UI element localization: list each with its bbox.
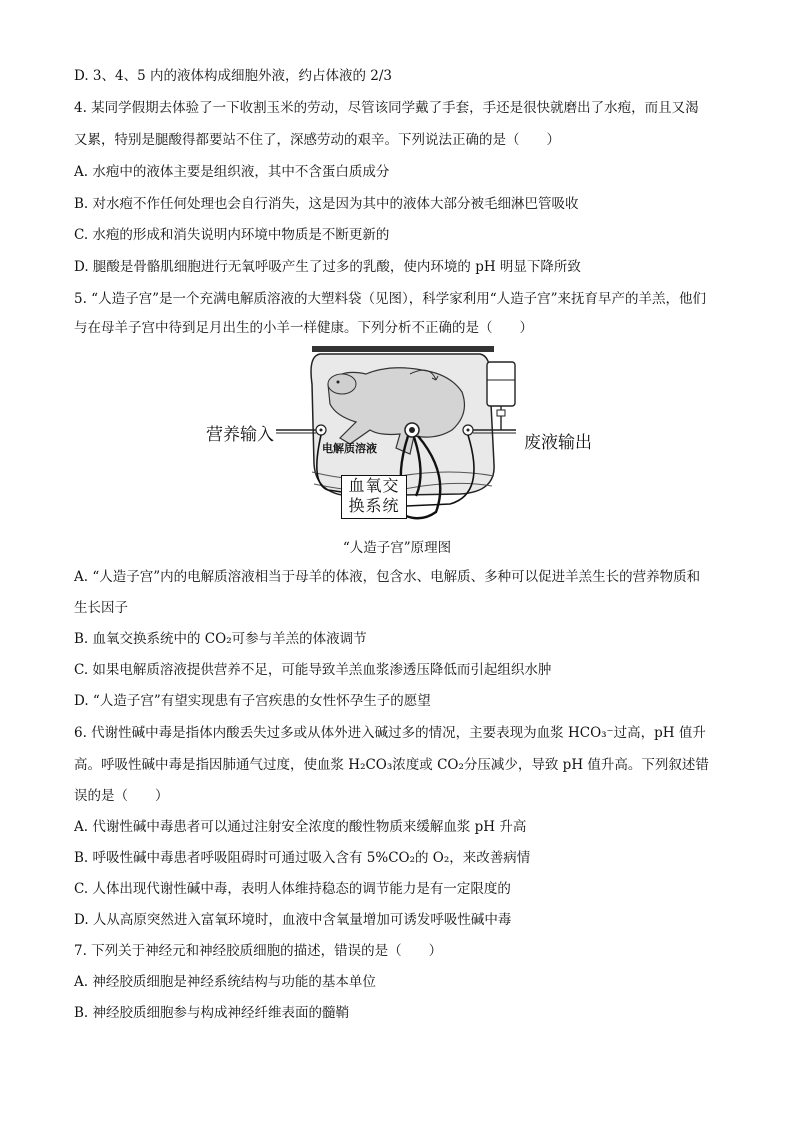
option-4a: A. 水疱中的液体主要是组织液，其中不含蛋白质成分	[74, 164, 390, 180]
figure-caption: “人造子宫”原理图	[342, 540, 452, 556]
option-7a: A. 神经胶质细胞是神经系统结构与功能的基本单位	[74, 974, 376, 990]
label-waste-output: 废液输出	[524, 433, 592, 453]
option-6d: D. 人从高原突然进入富氧环境时，血液中含氧量增加可诱发呼吸性碱中毒	[74, 912, 512, 928]
option-5b: B. 血氧交换系统中的 CO₂可参与羊羔的体液调节	[74, 631, 367, 647]
question-4-stem-cont: 又累，特别是腿酸得都要站不住了，深感劳动的艰辛。下列说法正确的是（ ）	[74, 132, 560, 148]
option-6a: A. 代谢性碱中毒患者可以通过注射安全浓度的酸性物质来缓解血浆 pH 升高	[74, 819, 527, 835]
option-6b: B. 呼吸性碱中毒患者呼吸阻碍时可通过吸入含有 5%CO₂的 O₂，来改善病情	[74, 850, 531, 866]
label-electrolyte-solution: 电解质溶液	[322, 442, 377, 455]
option-5c: C. 如果电解质溶液提供营养不足，可能导致羊羔血浆渗透压降低而引起组织水肿	[74, 662, 552, 678]
question-4-stem: 4. 某同学假期去体验了一下收割玉米的劳动，尽管该同学戴了手套，手还是很快就磨出了水疱，而且又渴	[74, 100, 699, 116]
label-nutrition-input: 营养输入	[206, 425, 274, 445]
option-5a: A. “人造子宫”内的电解质溶液相当于母羊的体液，包含水、电解质、多种可以促进羊羔生长的营养物质和	[74, 569, 701, 585]
question-6-stem-cont: 高。呼吸性碱中毒是指因肺通气过度，使血浆 H₂CO₃浓度或 CO₂分压减少，导致 pH 值升高。下列叙述错	[74, 757, 709, 773]
option-4d: D. 腿酸是骨骼肌细胞进行无氧呼吸产生了过多的乳酸，使内环境的 pH 明显下降所致	[74, 259, 581, 275]
question-5-stem-cont: 与在母羊子宫中待到足月出生的小羊一样健康。下列分析不正确的是（ ）	[74, 320, 533, 336]
option-5a-cont: 生长因子	[74, 600, 128, 616]
question-6-stem-end: 误的是（ ）	[74, 788, 169, 804]
artificial-womb-diagram	[200, 344, 612, 534]
option-4c: C. 水疱的形成和消失说明内环境中物质是不断更新的	[74, 227, 390, 243]
option-6c: C. 人体出现代谢性碱中毒，表明人体维持稳态的调节能力是有一定限度的	[74, 881, 511, 897]
blood-oxygen-exchange-box	[341, 475, 407, 519]
box-label-line2: 换系统	[348, 496, 400, 515]
box-label-line1: 血氧交	[348, 476, 400, 495]
option-3d: D. 3、4、5 内的液体构成细胞外液，约占体液的 2/3	[74, 68, 393, 84]
question-6-stem: 6. 代谢性碱中毒是指体内酸丢失过多或从体外进入碱过多的情况，主要表现为血浆 HCO₃⁻过高，pH 值升	[74, 725, 706, 741]
option-5d: D. “人造子宫”有望实现患有子宫疾患的女性怀孕生子的愿望	[74, 693, 431, 709]
question-5-stem: 5. “人造子宫”是一个充满电解质溶液的大塑料袋（见图），科学家利用“人造子宫”来抚育早产的羊羔，他们	[74, 291, 707, 307]
question-7-stem: 7. 下列关于神经元和神经胶质细胞的描述，错误的是（ ）	[74, 943, 443, 959]
option-7b: B. 神经胶质细胞参与构成神经纤维表面的髓鞘	[74, 1005, 350, 1021]
option-4b: B. 对水疱不作任何处理也会自行消失，这是因为其中的液体大部分被毛细淋巴管吸收	[74, 196, 579, 212]
